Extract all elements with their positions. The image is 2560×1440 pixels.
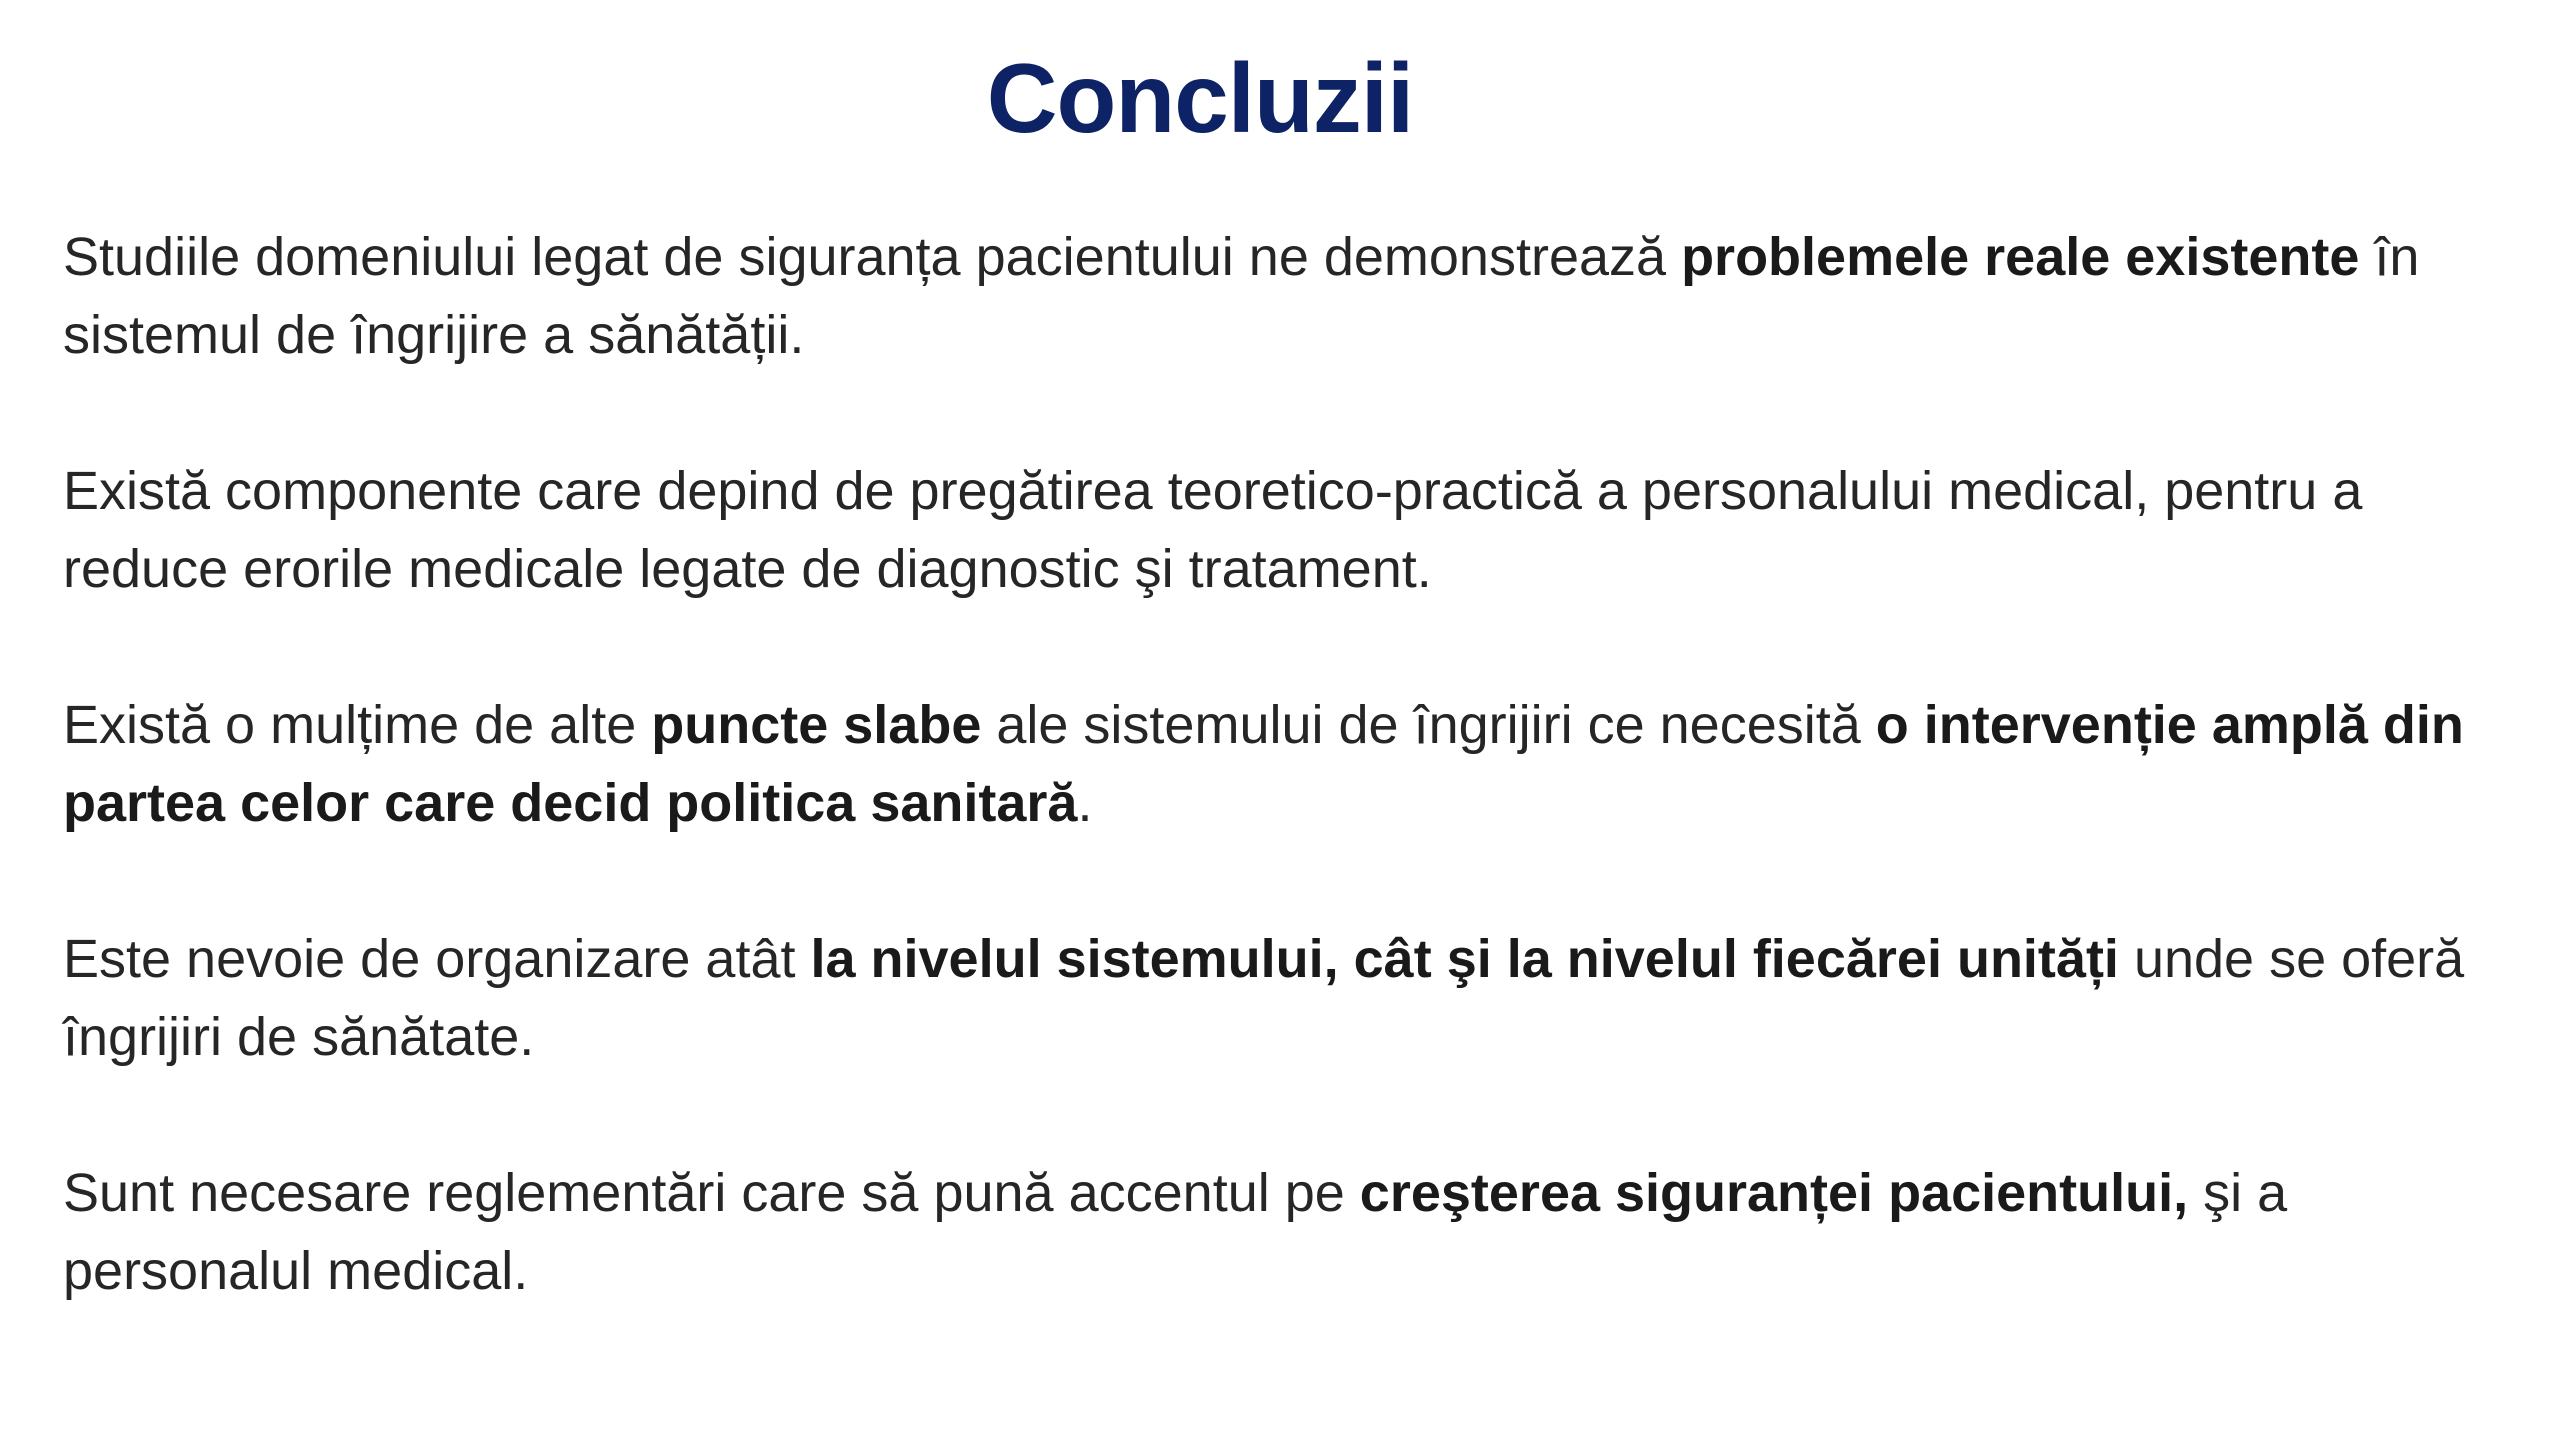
paragraph-1 bbox=[63, 218, 2503, 374]
text-segment: Există o mulțime de alte bbox=[63, 695, 652, 755]
paragraph-4 bbox=[63, 920, 2503, 1076]
paragraph-2 bbox=[63, 452, 2503, 608]
bold-segment: creşterea siguranței pacientului, bbox=[1359, 1163, 2189, 1223]
text-segment: Sunt necesare reglementări care să pună accentul pe bbox=[63, 1163, 1360, 1223]
text-segment: ale sistemului de îngrijiri ce necesită bbox=[981, 695, 1876, 755]
paragraph-3 bbox=[63, 686, 2503, 842]
bold-segment: o intervenție amplă din partea celor care decid politica sanitară bbox=[63, 695, 2464, 833]
text-segment: Studiile domeniului legat de siguranța pacientului ne demonstrează bbox=[63, 227, 1682, 287]
text-segment: Este nevoie de organizare atât bbox=[63, 929, 811, 989]
text-segment: în sistemul de îngrijire a sănătății. bbox=[63, 227, 2420, 365]
text-segment: Există componente care depind de pregătirea teoretico-practică a personalului medical, pentru a reduce erorile medicale legate de diagnostic şi tratament. bbox=[63, 461, 2363, 599]
text-segment: şi a personalul medical. bbox=[63, 1163, 2288, 1301]
text-segment: . bbox=[1077, 773, 1093, 833]
slide-title: Concluzii bbox=[986, 43, 1414, 153]
paragraph-5 bbox=[63, 1154, 2503, 1310]
bold-segment: problemele reale existente bbox=[1681, 227, 2360, 287]
bold-segment: la nivelul sistemului, cât şi la nivelul fiecărei unități bbox=[810, 929, 2119, 989]
text-segment: unde se oferă îngrijiri de sănătate. bbox=[63, 929, 2465, 1067]
bold-segment: puncte slabe bbox=[651, 695, 982, 755]
slide-body bbox=[63, 218, 2503, 1310]
